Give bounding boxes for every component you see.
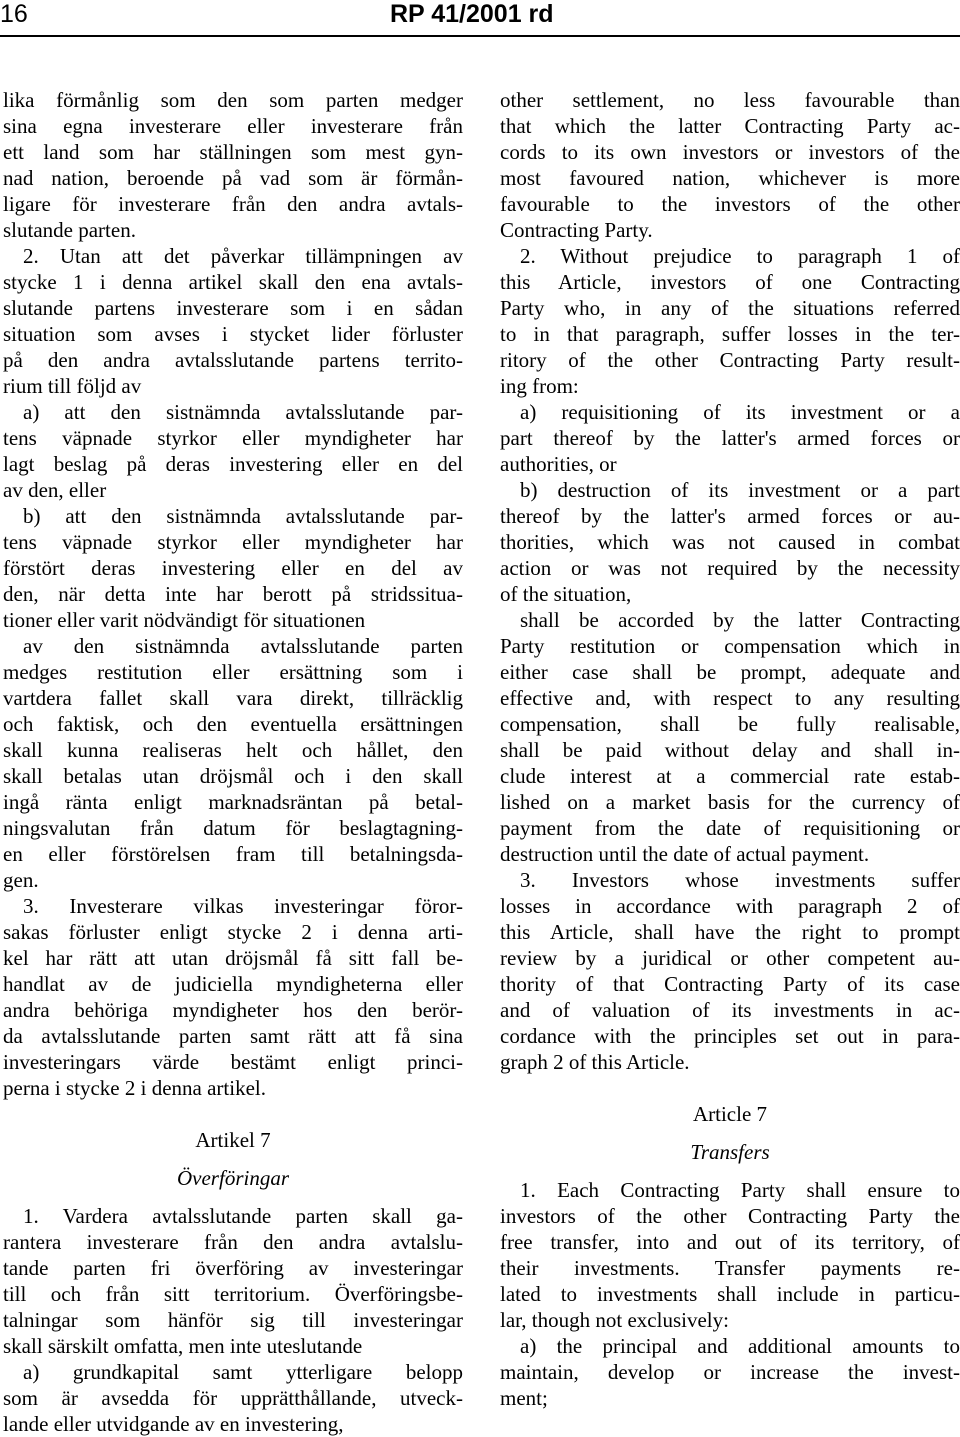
text-line: av den sistnämnda avtalsslutande parten <box>23 634 463 658</box>
text-line: vartdera fallet skall vara direkt, tillräcklig <box>3 686 463 710</box>
text-line: da avtalsslutande parten samt rätt att få sina <box>3 1024 463 1048</box>
text-line: investors of the other Contracting Party the <box>500 1204 960 1228</box>
text-line: som är avsedda för upprätthållande, utveck- <box>3 1386 463 1410</box>
text-line: b) destruction of its investment or a part <box>520 478 960 502</box>
text-line: compensation, shall be fully realisable, <box>500 712 960 736</box>
text-line: tande parten fri överföring av investeringar <box>3 1256 463 1280</box>
text-line: lated to investments shall include in particu- <box>500 1282 960 1306</box>
text-line: effective and, with respect to any resulting <box>500 686 960 710</box>
article-heading: Artikel 7 <box>195 1128 271 1152</box>
text-line: sina egna investerare eller investerare från <box>3 114 463 138</box>
text-line: and of valuation of its investments in ac- <box>500 998 960 1022</box>
text-line: ment; <box>500 1386 548 1410</box>
text-line: free transfer, into and out of its territory, of <box>500 1230 960 1254</box>
text-line: och faktisk, och den eventuella ersättningen <box>3 712 463 736</box>
text-line: part thereof by the latter's armed forces or <box>500 426 960 450</box>
text-line: en eller förstörelsen fram till betalningsda- <box>3 842 463 866</box>
english-column <box>500 87 960 1411</box>
text-line: kel har rätt att utan dröjsmål få sitt fall be- <box>3 946 463 970</box>
text-line: av den, eller <box>3 478 107 502</box>
spacer <box>500 1075 960 1101</box>
text-line: a) grundkapital samt ytterligare belopp <box>23 1360 463 1384</box>
paragraph <box>3 399 463 503</box>
text-line: to in that paragraph, suffer losses in the ter- <box>500 322 960 346</box>
text-line: most favoured nation, whichever is more <box>500 166 960 190</box>
text-line: Contracting Party. <box>500 218 653 242</box>
text-line: shall be paid without delay and shall in- <box>500 738 960 762</box>
text-line: ritory of the other Contracting Party result- <box>500 348 960 372</box>
spacer <box>3 1153 463 1165</box>
paragraph <box>3 1203 463 1359</box>
text-line: skall kunna realiseras helt och hållet, den <box>3 738 463 762</box>
text-line: Party who, in any of the situations referred <box>500 296 960 320</box>
paragraph <box>3 87 463 243</box>
text-line: till och från sitt territorium. Överföringsbe- <box>3 1282 463 1306</box>
paragraph <box>500 1177 960 1333</box>
text-line: either case shall be prompt, adequate and <box>500 660 960 684</box>
text-line: that which the latter Contracting Party ac- <box>500 114 960 138</box>
text-line: a) att den sistnämnda avtalsslutande par- <box>23 400 463 424</box>
paragraph <box>500 243 960 399</box>
text-line: a) requisitioning of its investment or a <box>520 400 960 424</box>
article-subheading: Överföringar <box>177 1166 289 1190</box>
header-rule <box>0 35 960 37</box>
text-line: ligare för investerare från den andra avtals- <box>3 192 463 216</box>
text-line: den, när detta inte har berott på stridssitua- <box>3 582 463 606</box>
text-line: action or was not required by the necessity <box>500 556 960 580</box>
text-line: this Article, shall have the right to prompt <box>500 920 960 944</box>
text-line: cordance with the principles set out in para- <box>500 1024 960 1048</box>
text-line: handlat av de judiciella myndigheterna eller <box>3 972 463 996</box>
text-line: graph 2 of this Article. <box>500 1050 690 1074</box>
spacer <box>500 1127 960 1139</box>
text-line: 3. Investerare vilkas investeringar föror- <box>23 894 463 918</box>
text-line: this Article, investors of one Contracting <box>500 270 960 294</box>
text-line: 3. Investors whose investments suffer <box>520 868 960 892</box>
text-line: a) the principal and additional amounts to <box>520 1334 960 1358</box>
text-line: medges restitution eller ersättning som i <box>3 660 463 684</box>
text-line: slutande parten. <box>3 218 136 242</box>
text-line: andra behöriga myndigheter hos den berör- <box>3 998 463 1022</box>
text-line: 1. Vardera avtalsslutande parten skall ga- <box>23 1204 463 1228</box>
text-line: shall be accorded by the latter Contracting <box>520 608 960 632</box>
text-line: destruction until the date of actual payment. <box>500 842 870 866</box>
text-line: investeringars värde bestämt enligt princi- <box>3 1050 463 1074</box>
text-line: maintain, develop or increase the invest- <box>500 1360 960 1384</box>
text-line: thereof by the latter's armed forces or au- <box>500 504 960 528</box>
text-line: clude interest at a commercial rate estab- <box>500 764 960 788</box>
text-line: lika förmånlig som den som parten medger <box>3 88 463 112</box>
text-line: authorities, or <box>500 452 617 476</box>
text-line: lagt beslag på deras investering eller en del <box>3 452 463 476</box>
text-line: lande eller utvidgande av en investering, <box>3 1412 344 1436</box>
spacer <box>3 1101 463 1127</box>
text-line: b) att den sistnämnda avtalsslutande par- <box>23 504 463 528</box>
article-heading: Article 7 <box>692 1102 768 1126</box>
text-line: payment from the date of requisitioning or <box>500 816 960 840</box>
paragraph <box>3 243 463 399</box>
text-line: lar, though not exclusively: <box>500 1308 729 1332</box>
page-number: 16 <box>0 0 28 28</box>
text-line: 2. Without prejudice to paragraph 1 of <box>520 244 960 268</box>
article-subheading: Transfers <box>690 1140 770 1164</box>
text-line: nad nation, beroende på vad som är förmån- <box>3 166 463 190</box>
text-line: rantera investerare från den andra avtalslu- <box>3 1230 463 1254</box>
text-line: förstört deras investering eller en del av <box>3 556 463 580</box>
paragraph <box>500 1333 960 1411</box>
text-line: ingå ränta enligt marknadsräntan på betal- <box>3 790 463 814</box>
text-line: tens väpnade styrkor eller myndigheter har <box>3 530 463 554</box>
text-line: lished on a market basis for the currency of <box>500 790 960 814</box>
paragraph <box>500 399 960 477</box>
text-line: 1. Each Contracting Party shall ensure to <box>520 1178 960 1202</box>
text-line: talningar som hänför sig till investeringar <box>3 1308 463 1332</box>
paragraph <box>500 607 960 867</box>
text-line: ett land som har ställningen som mest gyn- <box>3 140 463 164</box>
paragraph <box>500 87 960 243</box>
text-line: situation som avses i stycket lider förluster <box>3 322 463 346</box>
text-line: rium till följd av <box>3 374 142 398</box>
text-line: favourable to the investors of the other <box>500 192 960 216</box>
paragraph <box>3 893 463 1101</box>
text-line: cords to its own investors or investors of the <box>500 140 960 164</box>
text-line: tioner eller varit nödvändigt för situationen <box>3 608 366 632</box>
text-line: ing from: <box>500 374 579 398</box>
paragraph <box>500 867 960 1075</box>
text-line: skall betalas utan dröjsmål och i den skall <box>3 764 463 788</box>
text-line: 2. Utan att det påverkar tillämpningen av <box>23 244 463 268</box>
text-line: på den andra avtalsslutande partens territo- <box>3 348 463 372</box>
swedish-column <box>3 87 463 1437</box>
text-line: their investments. Transfer payments re- <box>500 1256 960 1280</box>
text-line: perna i stycke 2 i denna artikel. <box>3 1076 266 1100</box>
spacer <box>3 1191 463 1203</box>
text-line: losses in accordance with paragraph 2 of <box>500 894 960 918</box>
text-line: sakas förluster enligt stycke 2 i denna arti- <box>3 920 463 944</box>
text-line: thority of that Contracting Party of its case <box>500 972 960 996</box>
paragraph <box>500 477 960 607</box>
document-reference: RP 41/2001 rd <box>390 0 554 28</box>
text-line: other settlement, no less favourable than <box>500 88 960 112</box>
text-line: skall särskilt omfatta, men inte uteslutande <box>3 1334 363 1358</box>
text-line: thorities, which was not caused in combat <box>500 530 960 554</box>
paragraph <box>3 633 463 893</box>
text-line: stycke 1 i denna artikel skall den ena avtals- <box>3 270 463 294</box>
text-line: of the situation, <box>500 582 632 606</box>
text-line: gen. <box>3 868 39 892</box>
paragraph <box>3 1359 463 1437</box>
paragraph <box>3 503 463 633</box>
text-line: slutande partens investerare som i en sådan <box>3 296 463 320</box>
text-line: tens väpnade styrkor eller myndigheter har <box>3 426 463 450</box>
text-line: ningsvalutan från datum för beslagtagning- <box>3 816 463 840</box>
spacer <box>500 1165 960 1177</box>
text-line: Party restitution or compensation which in <box>500 634 960 658</box>
text-line: review by a juridical or other competent au- <box>500 946 960 970</box>
